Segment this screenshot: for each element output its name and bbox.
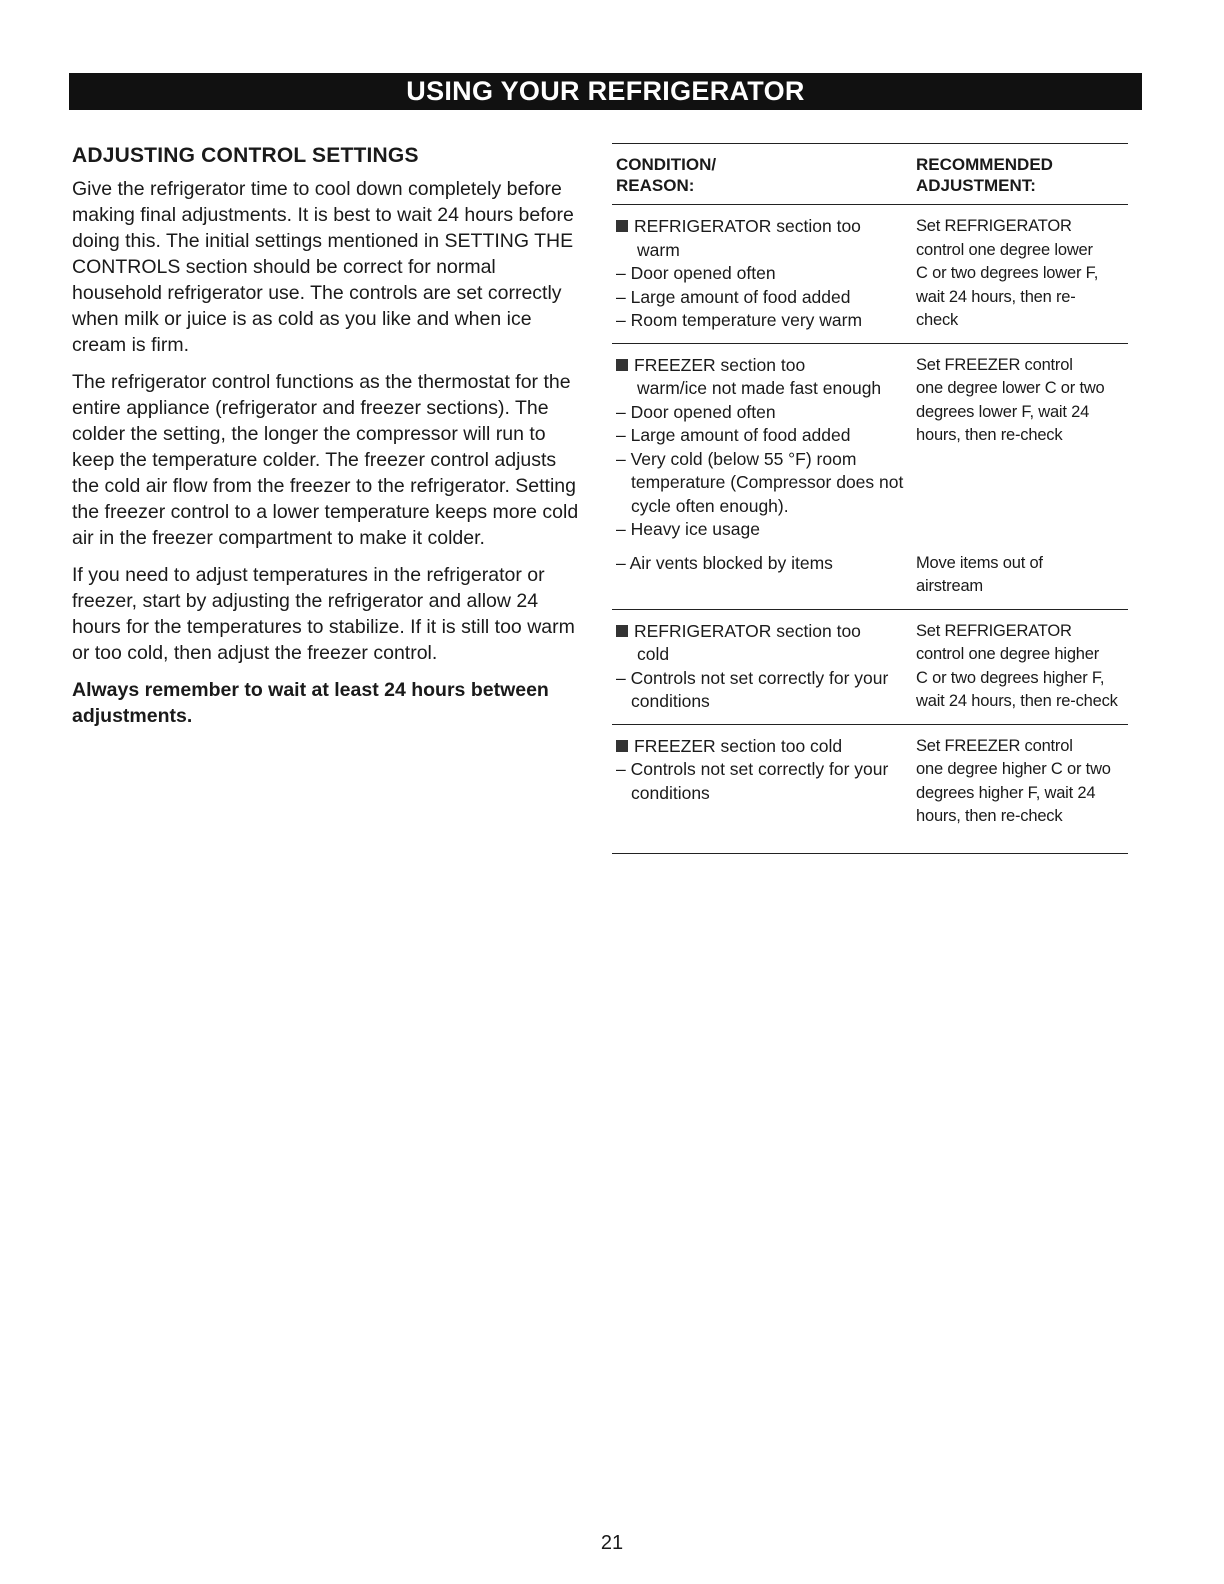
bullet-square-icon — [616, 220, 628, 232]
header-condition: CONDITION/ REASON: — [616, 155, 717, 195]
reason-item: – Large amount of food added — [616, 425, 851, 445]
adjustment-cell: Move items out of airstream — [916, 553, 1043, 595]
table-row — [612, 610, 1128, 724]
emphasis-note: Always remember to wait at least 24 hours between adjustments. — [72, 679, 549, 727]
reason-item: – Very cold (below 55 °F) room temperature (Compressor does not cycle often enough). — [616, 448, 904, 516]
table-row — [612, 725, 1128, 853]
adjustment-cell: Set REFRIGERATOR control one degree lower C or two degrees lower F, wait 24 hours, then re- check — [916, 217, 1099, 329]
bullet-square-icon — [616, 359, 628, 371]
reason-item: – Door opened often — [616, 263, 776, 283]
table-row — [612, 205, 1128, 343]
adjustment-cell: Set REFRIGERATOR control one degree higher C or two degrees higher F, wait 24 hours, then re-check — [916, 621, 1118, 710]
paragraph: If you need to adjust temperatures in the refrigerator or freezer, start by adjusting the refrigerator and allow 24 hours for the temperatures to stabilize. If it is still too warm or too cold, then adjust the freezer control. — [72, 564, 575, 664]
reason-item: – Controls not set correctly for your conditions — [616, 667, 889, 711]
adjusting-section — [72, 144, 584, 740]
condition-cell — [616, 354, 916, 542]
condition-cell — [616, 552, 916, 599]
page-banner: USING YOUR REFRIGERATOR — [69, 73, 1142, 110]
condition-label: FREEZER section too cold — [634, 735, 843, 756]
condition-label: REFRIGERATOR section too — [634, 620, 861, 641]
reason-item: – Room temperature very warm — [616, 310, 863, 330]
table-row — [612, 344, 1128, 552]
divider — [612, 853, 1128, 854]
paragraph: The refrigerator control functions as the thermostat for the entire appliance (refrigerator and freezer sections). The colder the setting, the longer the compressor will run to keep the temperature colder. The freezer control adjusts the cold air flow from the freezer to the refrigerator. Setting the freezer control to a lower temperature keeps more cold air in the freezer compartment to make it colder. — [72, 371, 579, 549]
page-number: 21 — [600, 1532, 624, 1554]
reason-item: – Large amount of food added — [616, 286, 851, 307]
reason-item: – Controls not set correctly for your conditions — [616, 759, 889, 803]
condition-cell — [616, 215, 916, 333]
reason-item: – Heavy ice usage — [616, 519, 760, 539]
header-adjustment: RECOMMENDED ADJUSTMENT: — [916, 155, 1053, 195]
table-header — [612, 144, 1128, 204]
reason-item: – Air vents blocked by items — [616, 552, 833, 573]
condition-label-cont: cold — [637, 644, 670, 664]
adjustment-table — [612, 143, 1128, 854]
condition-label: REFRIGERATOR section too — [634, 216, 861, 236]
table-row — [612, 552, 1128, 609]
adjustment-cell: Set FREEZER control one degree lower C or two degrees lower F, wait 24 hours, then re-check — [916, 355, 1105, 444]
section-heading: ADJUSTING CONTROL SETTINGS — [72, 144, 419, 167]
condition-label: FREEZER section too — [634, 354, 806, 375]
adjustment-cell: Set FREEZER control one degree higher C or two degrees higher F, wait 24 hours, then re-check — [916, 736, 1111, 825]
condition-label-cont: warm — [637, 239, 680, 260]
condition-label-cont: warm/ice not made fast enough — [637, 378, 882, 398]
bullet-square-icon — [616, 740, 628, 752]
bullet-square-icon — [616, 625, 628, 637]
reason-item: – Door opened often — [616, 401, 776, 422]
paragraph: Give the refrigerator time to cool down completely before making final adjustments. It is best to wait 24 hours before doing this. The initial settings mentioned in SETTING THE CONTROLS section should be correct for normal household refrigerator use. The controls are set correctly when milk or juice is as cold as you like and when ice cream is firm. — [72, 178, 574, 356]
condition-cell — [616, 620, 916, 714]
condition-cell — [616, 735, 916, 829]
